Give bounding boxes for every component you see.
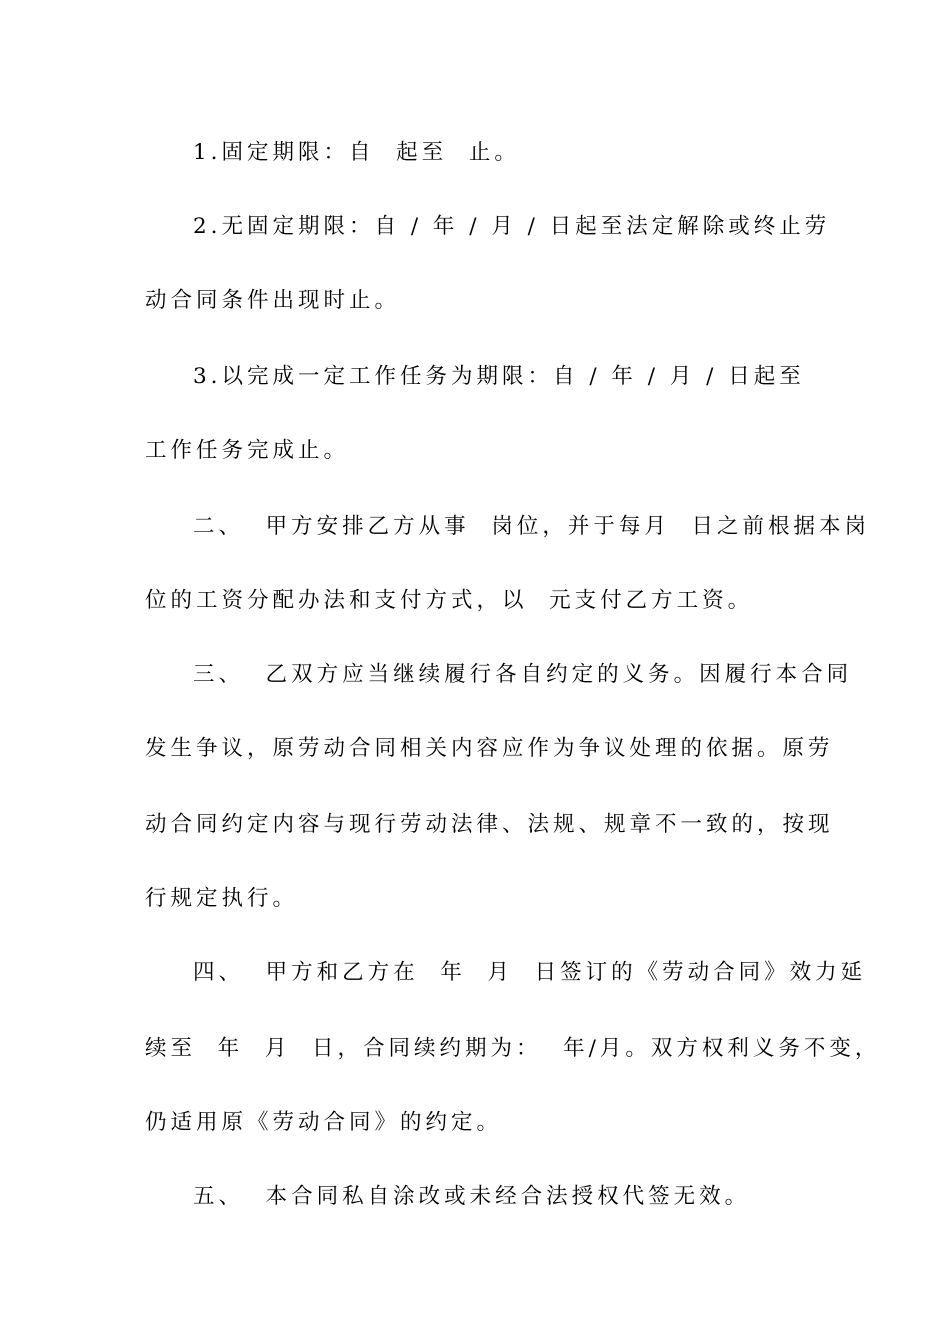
clause-task-term-line-1: 3.以完成一定工作任务为期限：自 / 年 / 月 / 日起至 [193,364,805,389]
clause-fixed-term: 1.固定期限：自 起至 止。 [193,140,520,165]
article-4-line-3: 仍适用原《劳动合同》的约定。 [145,1110,503,1135]
article-2-line-1: 二、 甲方安排乙方从事 岗位，并于每月 日之前根据本岗 [193,514,871,539]
article-3-line-3: 动合同约定内容与现行劳动法律、法规、规章不一致的，按现 [145,812,834,837]
article-3-line-4: 行规定执行。 [145,886,299,911]
clause-open-term-line-1: 2.无固定期限：自 / 年 / 月 / 日起至法定解除或终止劳 [193,214,831,239]
clause-open-term-line-2: 动合同条件出现时止。 [145,288,401,313]
article-3-line-1: 三、 乙双方应当继续履行各自约定的义务。因履行本合同 [193,662,853,687]
article-4-line-1: 四、 甲方和乙方在 年 月 日签订的《劳动合同》效力延 [193,960,867,985]
article-3-line-2: 发生争议，原劳动合同相关内容应作为争议处理的依据。原劳 [145,736,834,761]
clause-task-term-line-2: 工作任务完成止。 [145,438,350,463]
article-2-line-2: 位的工资分配办法和支付方式，以 元支付乙方工资。 [145,588,754,613]
article-4-line-2: 续至 年 月 日，合同续约期为： 年/月。双方权利义务不变， [145,1036,881,1061]
article-5-line-1: 五、 本合同私自涂改或未经合法授权代签无效。 [193,1184,751,1209]
